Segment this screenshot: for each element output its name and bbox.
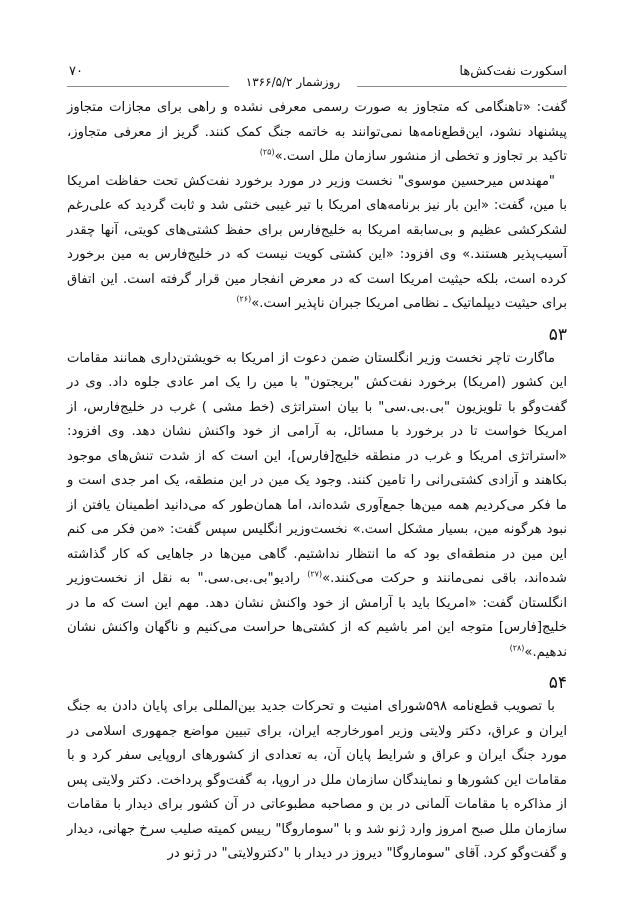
header-date: روزشمار ۱۳۶۶/۵/۲ [245,75,341,89]
paragraph [67,170,567,317]
header-rule-left [67,86,229,87]
page-number: ۷۰ [69,64,83,79]
paragraph [67,96,567,170]
page-content [67,96,567,867]
paragraph [67,695,567,867]
header-rule-right [357,86,567,87]
footnote-ref: (۲۷) [307,569,323,579]
running-header [67,62,567,96]
paragraph-text: "مهندس میرحسین موسوی" نخست وزیر در مورد برخورد نفت‌کش تحت حفاظت امریکا با مین، گفت: «این بار نیز برنامه‌های امریکا با تیر غیبی خنثی شد و ثابت گردید که علی‌رغم لشکرکشی عظیم و بی‌سابقه امریکا به خلیج‌فارس برای حفظ کشتی‌های کویتی، آنها چقدر آسیب‌پذیر هستند.» وی افزود: «این کشتی کویت نیست که در خلیج‌فارس به مین برخورد کرده است، بلکه حیثیت امریکا است که در معرض انفجار مین قرار گرفته است. این اتفاق برای حیثیت دیپلماتیک ـ نظامی امریکا جبران ناپذیر است.» [67,173,567,311]
section-number: ۵۴ [548,673,567,693]
book-title: اسکورت نفت‌کش‌ها [459,64,567,79]
paragraph-text: ماگارت تاچر نخست وزیر انگلستان ضمن دعوت از امریکا به خویشتن‌داری همانند مقامات این کشور (امریکا) برخورد نفت‌کش "بریجتون" با مین را یک امر عادی جلوه داد. وی در گفت‌وگو با تلویزیون "بی.بی.سی" با بیان استراتژی (خط مشی ) غرب در خلیج‌فارس، از امریکا خواست تا در برخورد با مسائل، به آرامی از خود واکنش نشان دهد. وی افزود: «استراتژی امریکا و غرب در منطقه خلیج[فارس]، این است که از شدت تنش‌های موجود بکاهند و آزادی کشتی‌رانی را تامین کنند. وجود یک مین در این منطقه، یک امر جدی است و ما فکر می‌کردیم همه مین‌ها جمع‌آوری شده‌اند، اما همان‌طور که می‌دانید اطمینان یافتن از نبود هرگونه مین، بسیار مشکل است.» نخست‌وزیر انگلیس سپس گفت: «من فکر می کنم این مین در منطقه‌ای بود که ما انتظار نداشتیم. گاهی مین‌ها در جاهایی که کار گذاشته شده‌اند، باقی نمی‌مانند و حرکت می‌کنند.» [67,350,567,586]
paragraph-text: رادیو"بی.بی.سی." به نقل از نخست‌وزیر انگلستان گفت: «امریکا باید با آرامش از خود واکنش نشان دهد. مهم این است که ما در خلیج[فارس] متوجه این امر باشیم که از کشتی‌ها حراست می‌کنیم و ناگهان واکنش نشان ندهیم.» [67,571,567,660]
footnote-ref: (۲۸) [509,643,525,653]
footnote-ref: (۲۵) [259,147,275,157]
paragraph-text: گفت: «تاهنگامی که متجاوز به صورت رسمی معرفی نشده و راهی برای مجازات متجاوز پیشنهاد نشود، این‌قطع‌نامه‌ها نمی‌توانند به خاتمه جنگ کمک کنند. گریز از معرفی متجاوز، تاکید بر تجاوز و تخطی از منشور سازمان ملل است.» [67,100,567,164]
book-page [67,62,567,867]
paragraph-text: با تصویب قطع‌نامه ۵۹۸شورای امنیت و تحرکات جدید بین‌المللی برای پایان دادن به جنگ ایران و عراق، دکتر ولایتی وزیر امورخارجه ایران، برای تبیین مواضع جمهوری اسلامی در مورد جنگ ایران و عراق و شرایط پایان آن، به تعدادی از کشورهای اروپایی سفر کرد و با مقامات این کشورها و نمایندگان سازمان ملل در اروپا، به گفت‌وگو پرداخت. دکتر ولایتی پس از مذاکره با مقامات آلمانی در بن و مصاحبه مطبوعاتی در آن کشور برای دیدار با مقامات سازمان ملل صبح امروز وارد ژنو شد و با "سوماروگا" رییس کمیته صلیب سرخ جهانی، دیدار و گفت‌وگو کرد. آقای "سوماروگا" دیروز در دیدار با "دکترولایتی" در ژنو در [67,699,567,861]
footnote-ref: (۲۶) [236,294,252,304]
paragraph [67,347,567,666]
section-number: ۵۳ [548,324,567,345]
